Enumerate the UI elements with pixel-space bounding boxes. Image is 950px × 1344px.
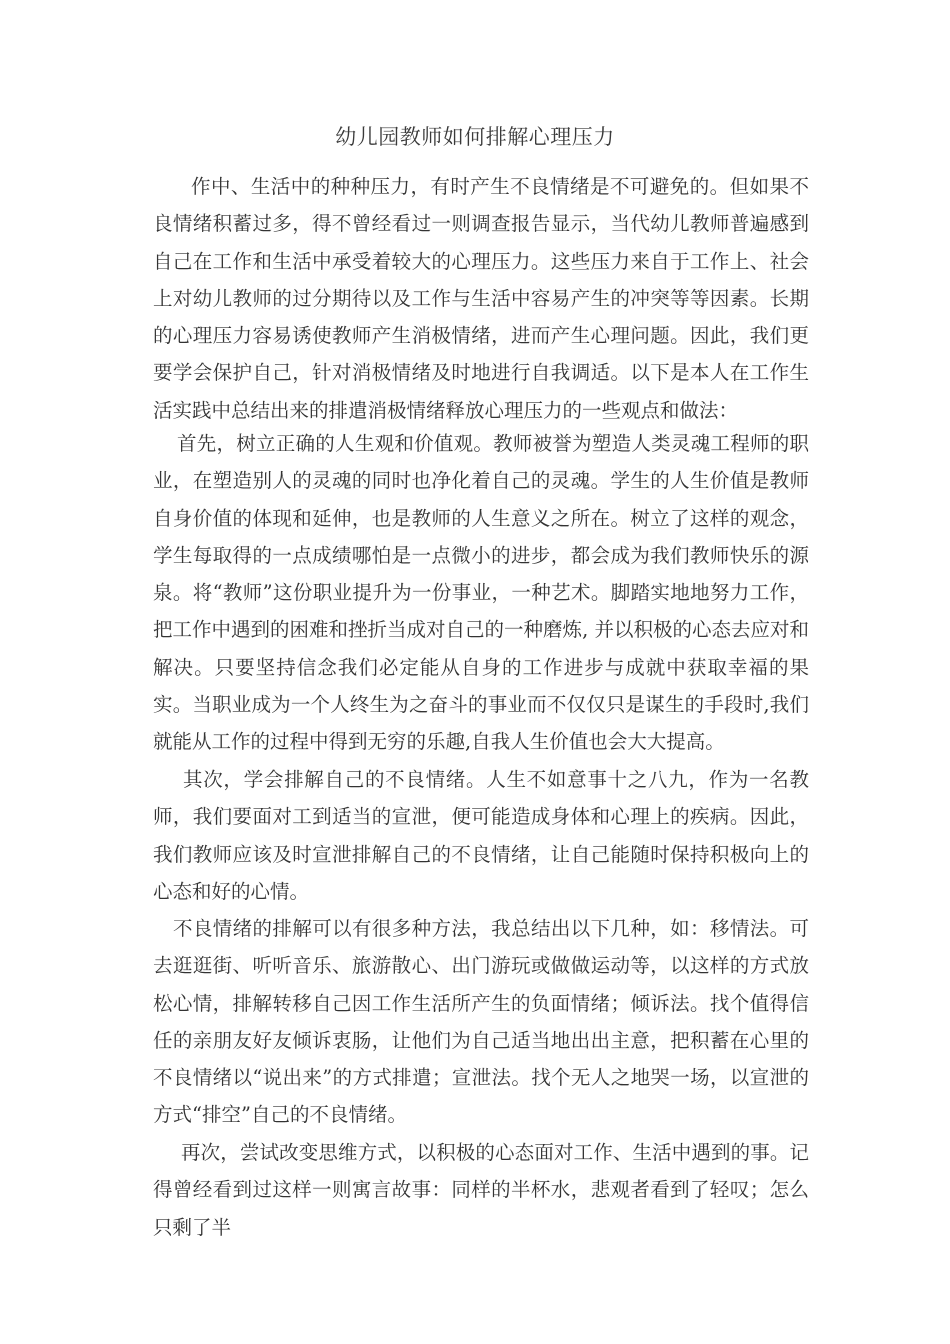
paragraph-third-point: 再次，尝试改变思维方式，以积极的心态面对工作、生活中遇到的事。记得曾经看到过这样一则寓言故事：同样的半杯水，悲观者看到了轻叹；怎么只剩了半 — [153, 1141, 809, 1239]
document-title: 幼儿园教师如何排解心理压力 — [335, 125, 615, 149]
paragraph-intro: 作中、生活中的种种压力，有时产生不良情绪是不可避免的。但如果不良情绪积蓄过多，得不曾经看过一则调查报告显示，当代幼儿教师普遍感到自己在工作和生活中承受着较大的心理压力。这些压力来自于工作上、社会上对幼儿教师的过分期待以及工作与生活中容易产生的冲突等等因素。长期的心理压力容易诱使教师产生消极情绪，进而产生心理问题。因此，我们更要学会保护自己，针对消极情绪及时地进行自我调适。以下是本人在工作生活实践中总结出来的排遣消极情绪释放心理压力的一些观点和做法： — [153, 175, 809, 422]
paragraph-first-point: 首先，树立正确的人生观和价值观。教师被誉为塑造人类灵魂工程师的职业，在塑造别人的灵魂的同时也净化着自己的灵魂。学生的人生价值是教师自身价值的体现和延伸，也是教师的人生意义之所在。树立了这样的观念，学生每取得的一点成绩哪怕是一点微小的进步，都会成为我们教师快乐的源泉。将“教师”这份职业提升为一份事业，一种艺术。脚踏实地地努力工作，把工作中遇到的困难和挫折当成对自己的一种磨炼, 并以积极的心态去应对和解决。只要坚持信念我们必定能从自身的工作进步与成就中获取幸福的果实。当职业成为一个人终生为之奋斗的事业而不仅仅只是谋生的手段时,我们就能从工作的过程中得到无穷的乐趣,自我人生价值也会大大提高。 — [153, 432, 809, 754]
paragraph-methods: 不良情绪的排解可以有很多种方法，我总结出以下几种，如：移情法。可去逛逛街、听听音乐、旅游散心、出门游玩或做做运动等，以这样的方式放松心情，排解转移自己因工作生活所产生的负面情绪；倾诉法。找个值得信任的亲朋友好友倾诉衷肠，让他们为自己适当地出出主意，把积蓄在心里的不良情绪以“说出来”的方式排遣；宣泄法。找个无人之地哭一场，以宣泄的方式“排空”自己的不良情绪。 — [153, 917, 809, 1127]
paragraph-second-point: 其次，学会排解自己的不良情绪。人生不如意事十之八九，作为一名教师，我们要面对工到适当的宣泄，便可能造成身体和心理上的疾病。因此，我们教师应该及时宣泄排解自己的不良情绪，让自己能随时保持积极向上的心态和好的心情。 — [153, 768, 809, 903]
